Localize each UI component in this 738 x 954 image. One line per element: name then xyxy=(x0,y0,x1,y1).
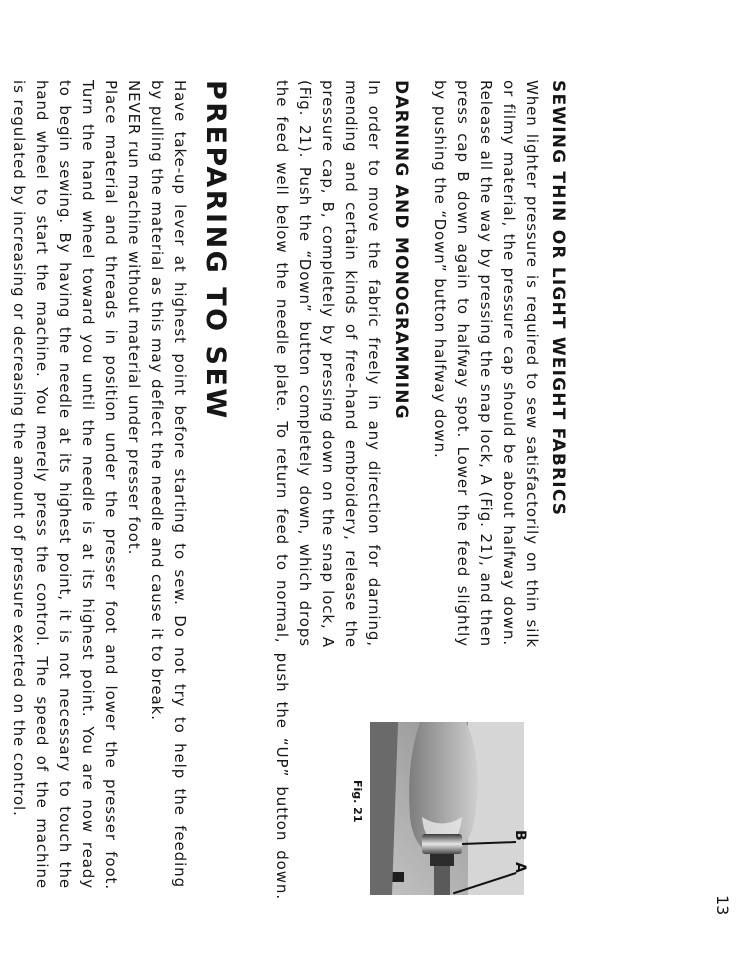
body-line: to begin sewing. By having the needle at its highest point, it is not necessary to touch the xyxy=(56,80,74,889)
body-line: is regulated by increasing or decreasing the amount of pressure exerted on the control. xyxy=(10,80,28,817)
section-heading-thin-fabrics: SEWING THIN OR LIGHT WEIGHT FABRICS xyxy=(548,80,568,517)
page-number: 13 xyxy=(713,895,732,916)
body-line: or filmy material, the pressure cap should be about halfway down. xyxy=(500,80,518,646)
body-line: pressure cap, B, completely by pressing down on the snap lock, A xyxy=(319,80,337,648)
body-line: Place material and threads in position under the presser foot and lower the presser foot. xyxy=(102,80,120,890)
body-line: NEVER run machine without material under presser foot. xyxy=(125,80,143,556)
figure-photo xyxy=(370,722,528,895)
body-line: press cap B down again to halfway spot. Lower the feed slightly xyxy=(454,80,472,647)
body-line: Turn the hand wheel toward you until the needle is at its highest point. You are now ready xyxy=(79,80,97,889)
body-line: In order to move the fabric freely in any direction for darning, xyxy=(365,80,383,647)
body-line: mending and certain kinds of free-hand embroidery, release the xyxy=(342,80,360,648)
section-heading-preparing: PREPARING TO SEW xyxy=(200,80,231,421)
pressure-cap-photo xyxy=(370,722,524,895)
body-line: Have take-up lever at highest point before starting to sew. Do not try to help the feeding xyxy=(171,80,189,888)
body-line: by pushing the “Down” button halfway down. xyxy=(431,80,449,459)
figure-label-b: B xyxy=(512,830,528,841)
figure-caption: Fig. 21 xyxy=(351,780,364,823)
body-line: hand wheel to start the machine. You merely press the control. The speed of the machine xyxy=(33,80,51,889)
body-line: When lighter pressure is required to sew satisfactorily on thin silk xyxy=(523,80,541,648)
body-line: the feed well below the needle plate. To return feed to normal, push the “UP” button down. xyxy=(273,80,291,900)
body-line: by pulling the material as this may deflect the needle and cause it to break. xyxy=(148,80,166,721)
body-line: (Fig. 21). Push the “Down” button completely down, which drops xyxy=(296,80,314,647)
section-heading-darning: DARNING AND MONOGRAMMING xyxy=(391,80,411,420)
body-line: Release all the way by pressing the snap lock, A (Fig. 21), and then xyxy=(477,80,495,647)
figure-label-a: A xyxy=(512,862,528,873)
